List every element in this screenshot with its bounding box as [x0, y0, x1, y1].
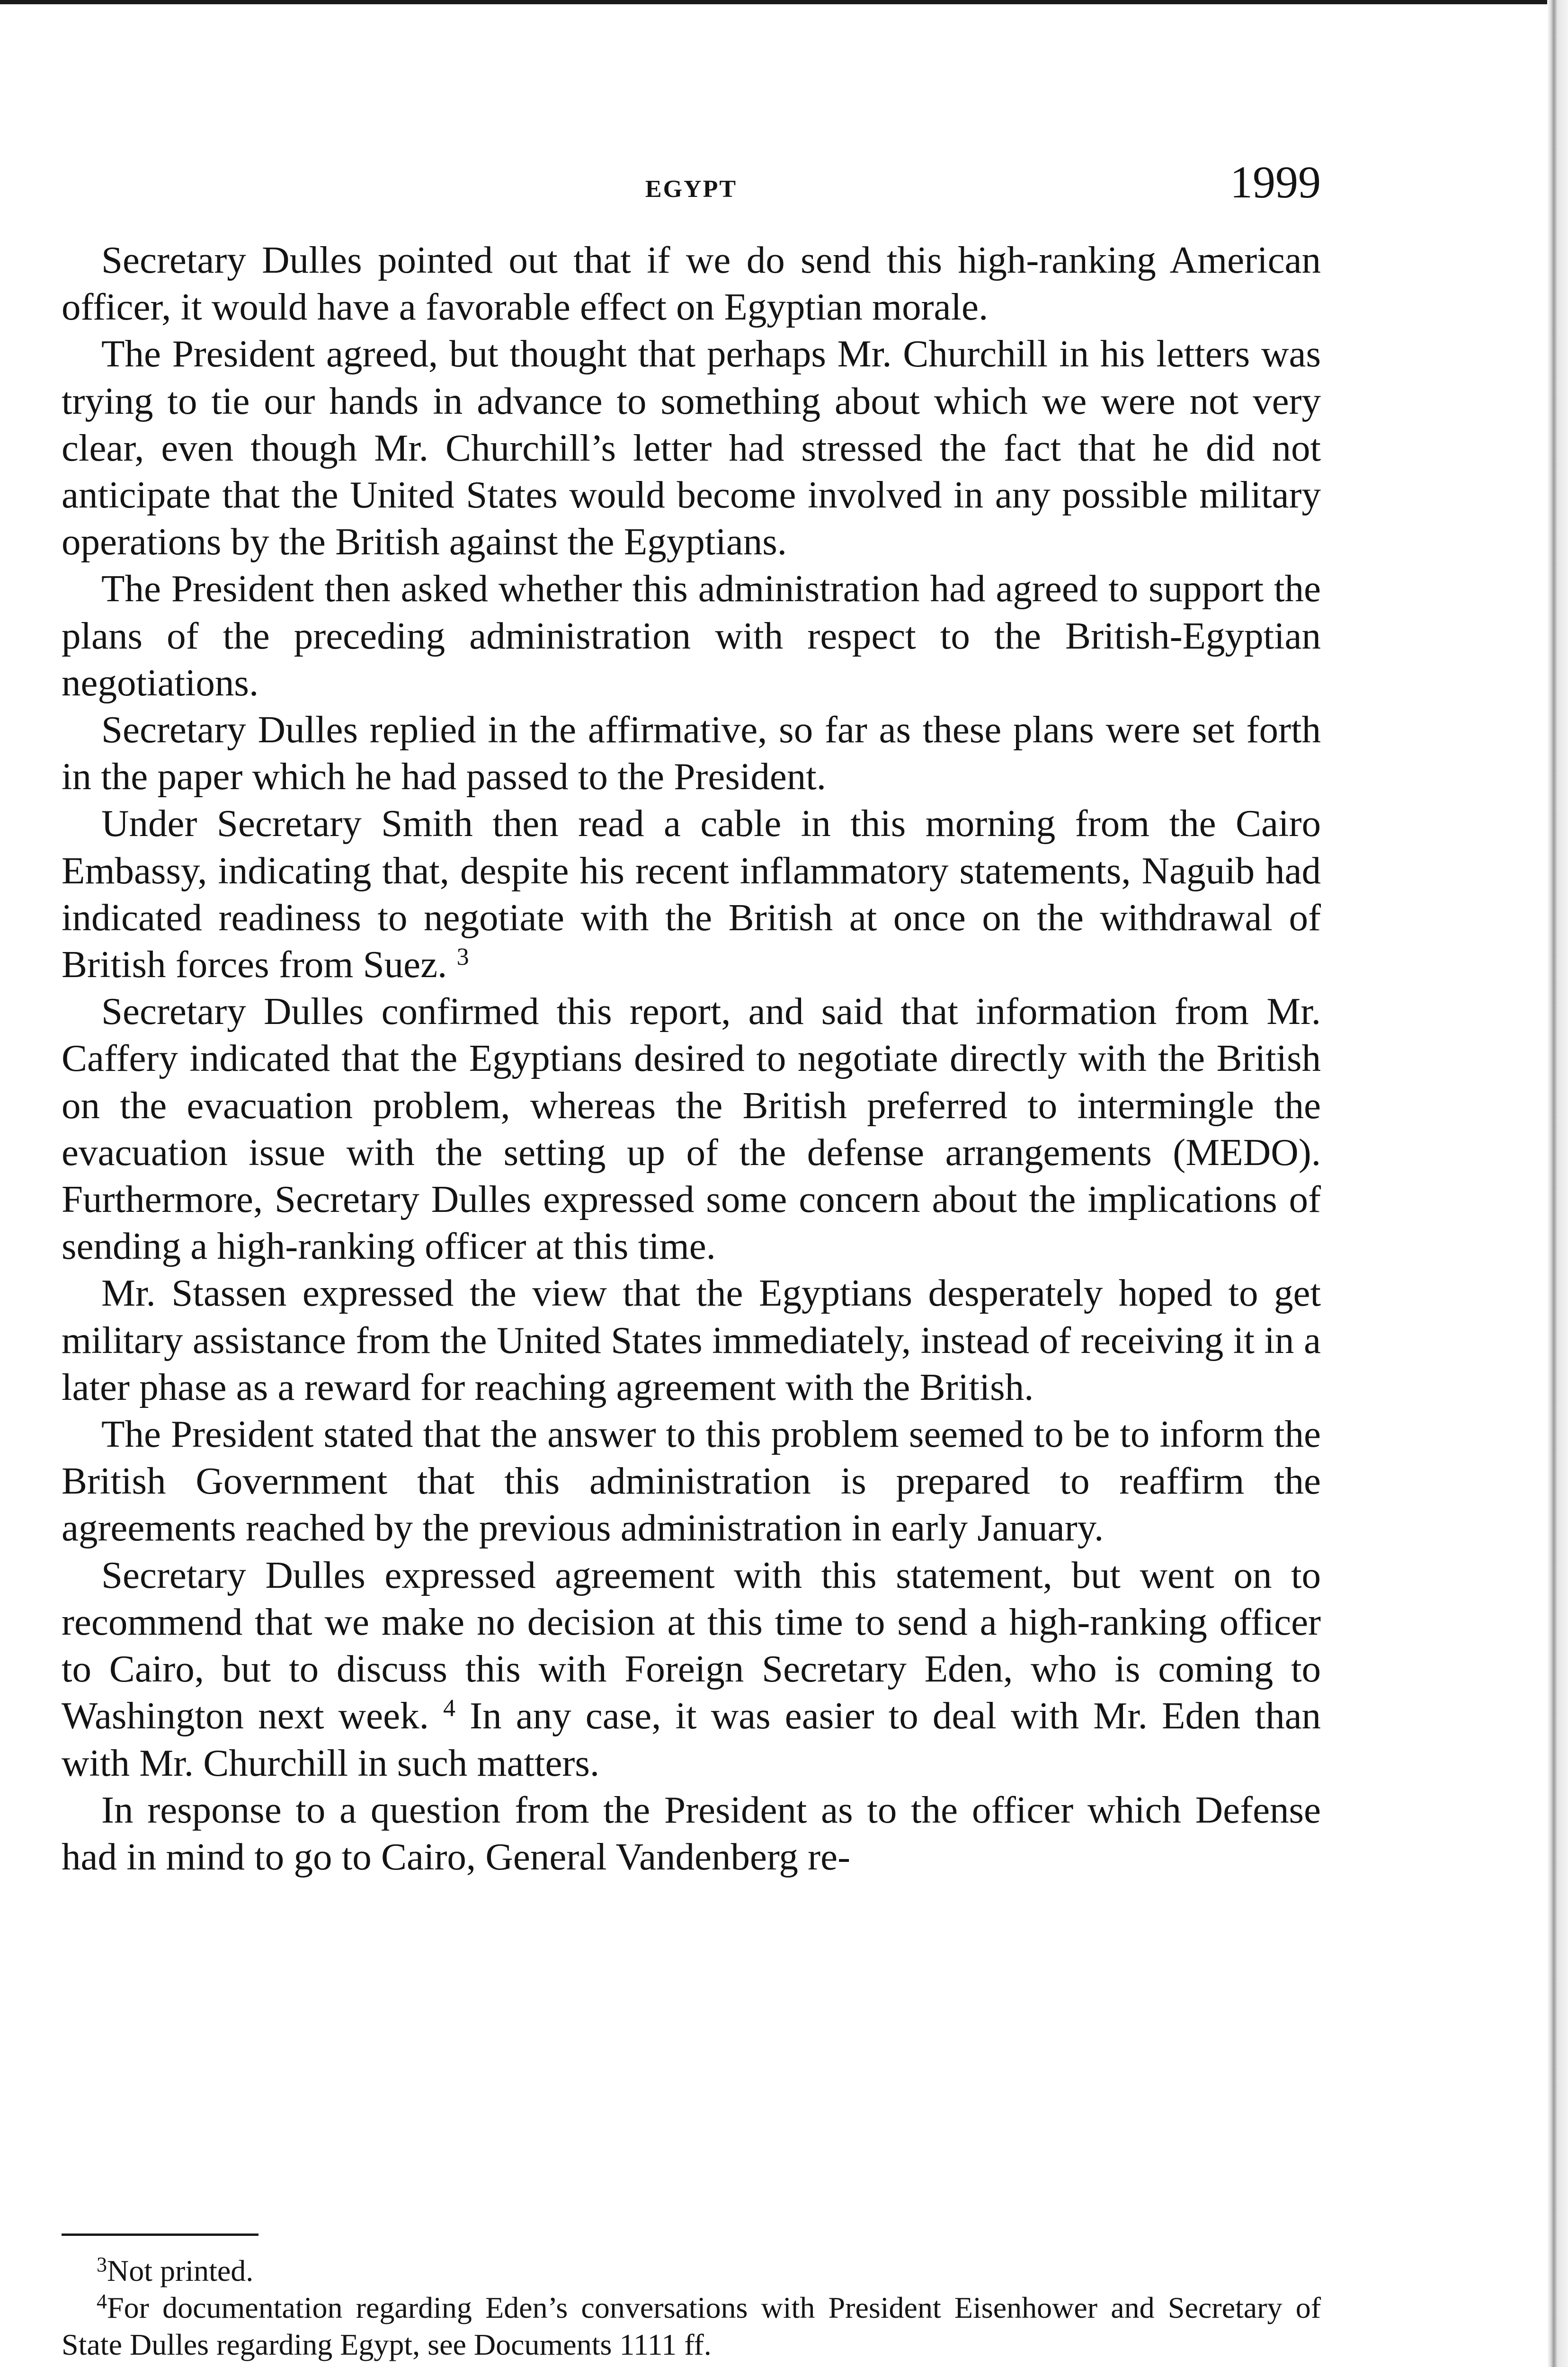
running-head — [62, 156, 1321, 208]
footnote-number: 4 — [97, 2290, 107, 2313]
footnote-reference[interactable]: 3 — [456, 943, 469, 971]
footnotes — [62, 2252, 1321, 2363]
scan-page-edge — [1547, 0, 1568, 2367]
paragraph — [62, 800, 1321, 988]
paragraph-text: Mr. Stassen expressed the view that the Egyptians desperately hoped to get military assistance from the United States immediately, instead of receiving it in a later phase as a reward for reaching agreement with the British. — [62, 1272, 1321, 1408]
top-border-rule — [0, 0, 1568, 4]
footnote-number: 3 — [97, 2253, 107, 2276]
paragraph — [62, 565, 1321, 706]
page-number: 1999 — [1230, 157, 1321, 207]
paragraph-text: The President then asked whether this administration had agreed to support the plans of the preceding administration with respect to the British-Egyptian negotiations. — [62, 567, 1321, 704]
footnote-text: For documentation regarding Eden’s conversations with President Eisenhower and Secretary of State Dulles regarding Egypt, see Documents 1111 ff. — [62, 2291, 1321, 2361]
footnote — [62, 2252, 1321, 2289]
body-text — [62, 237, 1321, 1880]
paragraph — [62, 988, 1321, 1270]
footnote-reference[interactable]: 4 — [443, 1695, 455, 1722]
paragraph-text: In response to a question from the President as to the officer which Defense had in mind to go to Cairo, General Vandenberg re- — [62, 1788, 1321, 1878]
running-head-title: EGYPT — [645, 176, 738, 203]
paragraph — [62, 330, 1321, 565]
paragraph — [62, 1787, 1321, 1880]
paragraph-text: Under Secretary Smith then read a cable in this morning from the Cairo Embassy, indicating that, despite his recent inflammatory statements, Naguib had indicated readiness to negotiate with the British at once on the withdrawal of British forces from Suez. — [62, 802, 1321, 986]
paragraph-text: Secretary Dulles pointed out that if we do send this high-ranking American officer, it would have a favorable effect on Egyptian morale. — [62, 239, 1321, 329]
paragraph-text-continued: In any case, it was easier to deal with Mr. Eden than with Mr. Churchill in such matters. — [62, 1694, 1321, 1784]
paragraph-text: The President stated that the answer to this problem seemed to be to inform the British Government that this administration is prepared to reaffirm the agreements reached by the previous administration in early January. — [62, 1413, 1321, 1549]
paragraph-text: Secretary Dulles replied in the affirmative, so far as these plans were set forth in the paper which he had passed to the President. — [62, 708, 1321, 798]
footnote-text: Not printed. — [107, 2254, 254, 2287]
footnote — [62, 2289, 1321, 2363]
paragraph — [62, 1270, 1321, 1411]
paragraph — [62, 1411, 1321, 1552]
paragraph-text: The President agreed, but thought that perhaps Mr. Churchill in his letters was trying to tie our hands in advance to something about which we were not very clear, even though Mr. Churchill’s letter had stressed the fact that he did not anticipate that the United States would become involved in any possible military operations by the British against the Egyptians. — [62, 332, 1321, 563]
paragraph — [62, 237, 1321, 330]
paragraph — [62, 706, 1321, 800]
paragraph — [62, 1552, 1321, 1787]
paragraph-text: Secretary Dulles confirmed this report, and said that information from Mr. Caffery indicated that the Egyptians desired to negotiate directly with the British on the evacuation problem, whereas the British preferred to intermingle the evacuation issue with the setting up of the defense arrangements (MEDO). Furthermore, Secretary Dulles expressed some concern about the implications of sending a high-ranking officer at this time. — [62, 990, 1321, 1268]
paragraph-text: Secretary Dulles expressed agreement with this statement, but went on to recommend that we make no decision at this time to send a high-ranking officer to Cairo, but to discuss this with Foreign Secretary Eden, who is coming to Washington next week. — [62, 1553, 1321, 1737]
footnote-separator — [62, 2234, 258, 2236]
